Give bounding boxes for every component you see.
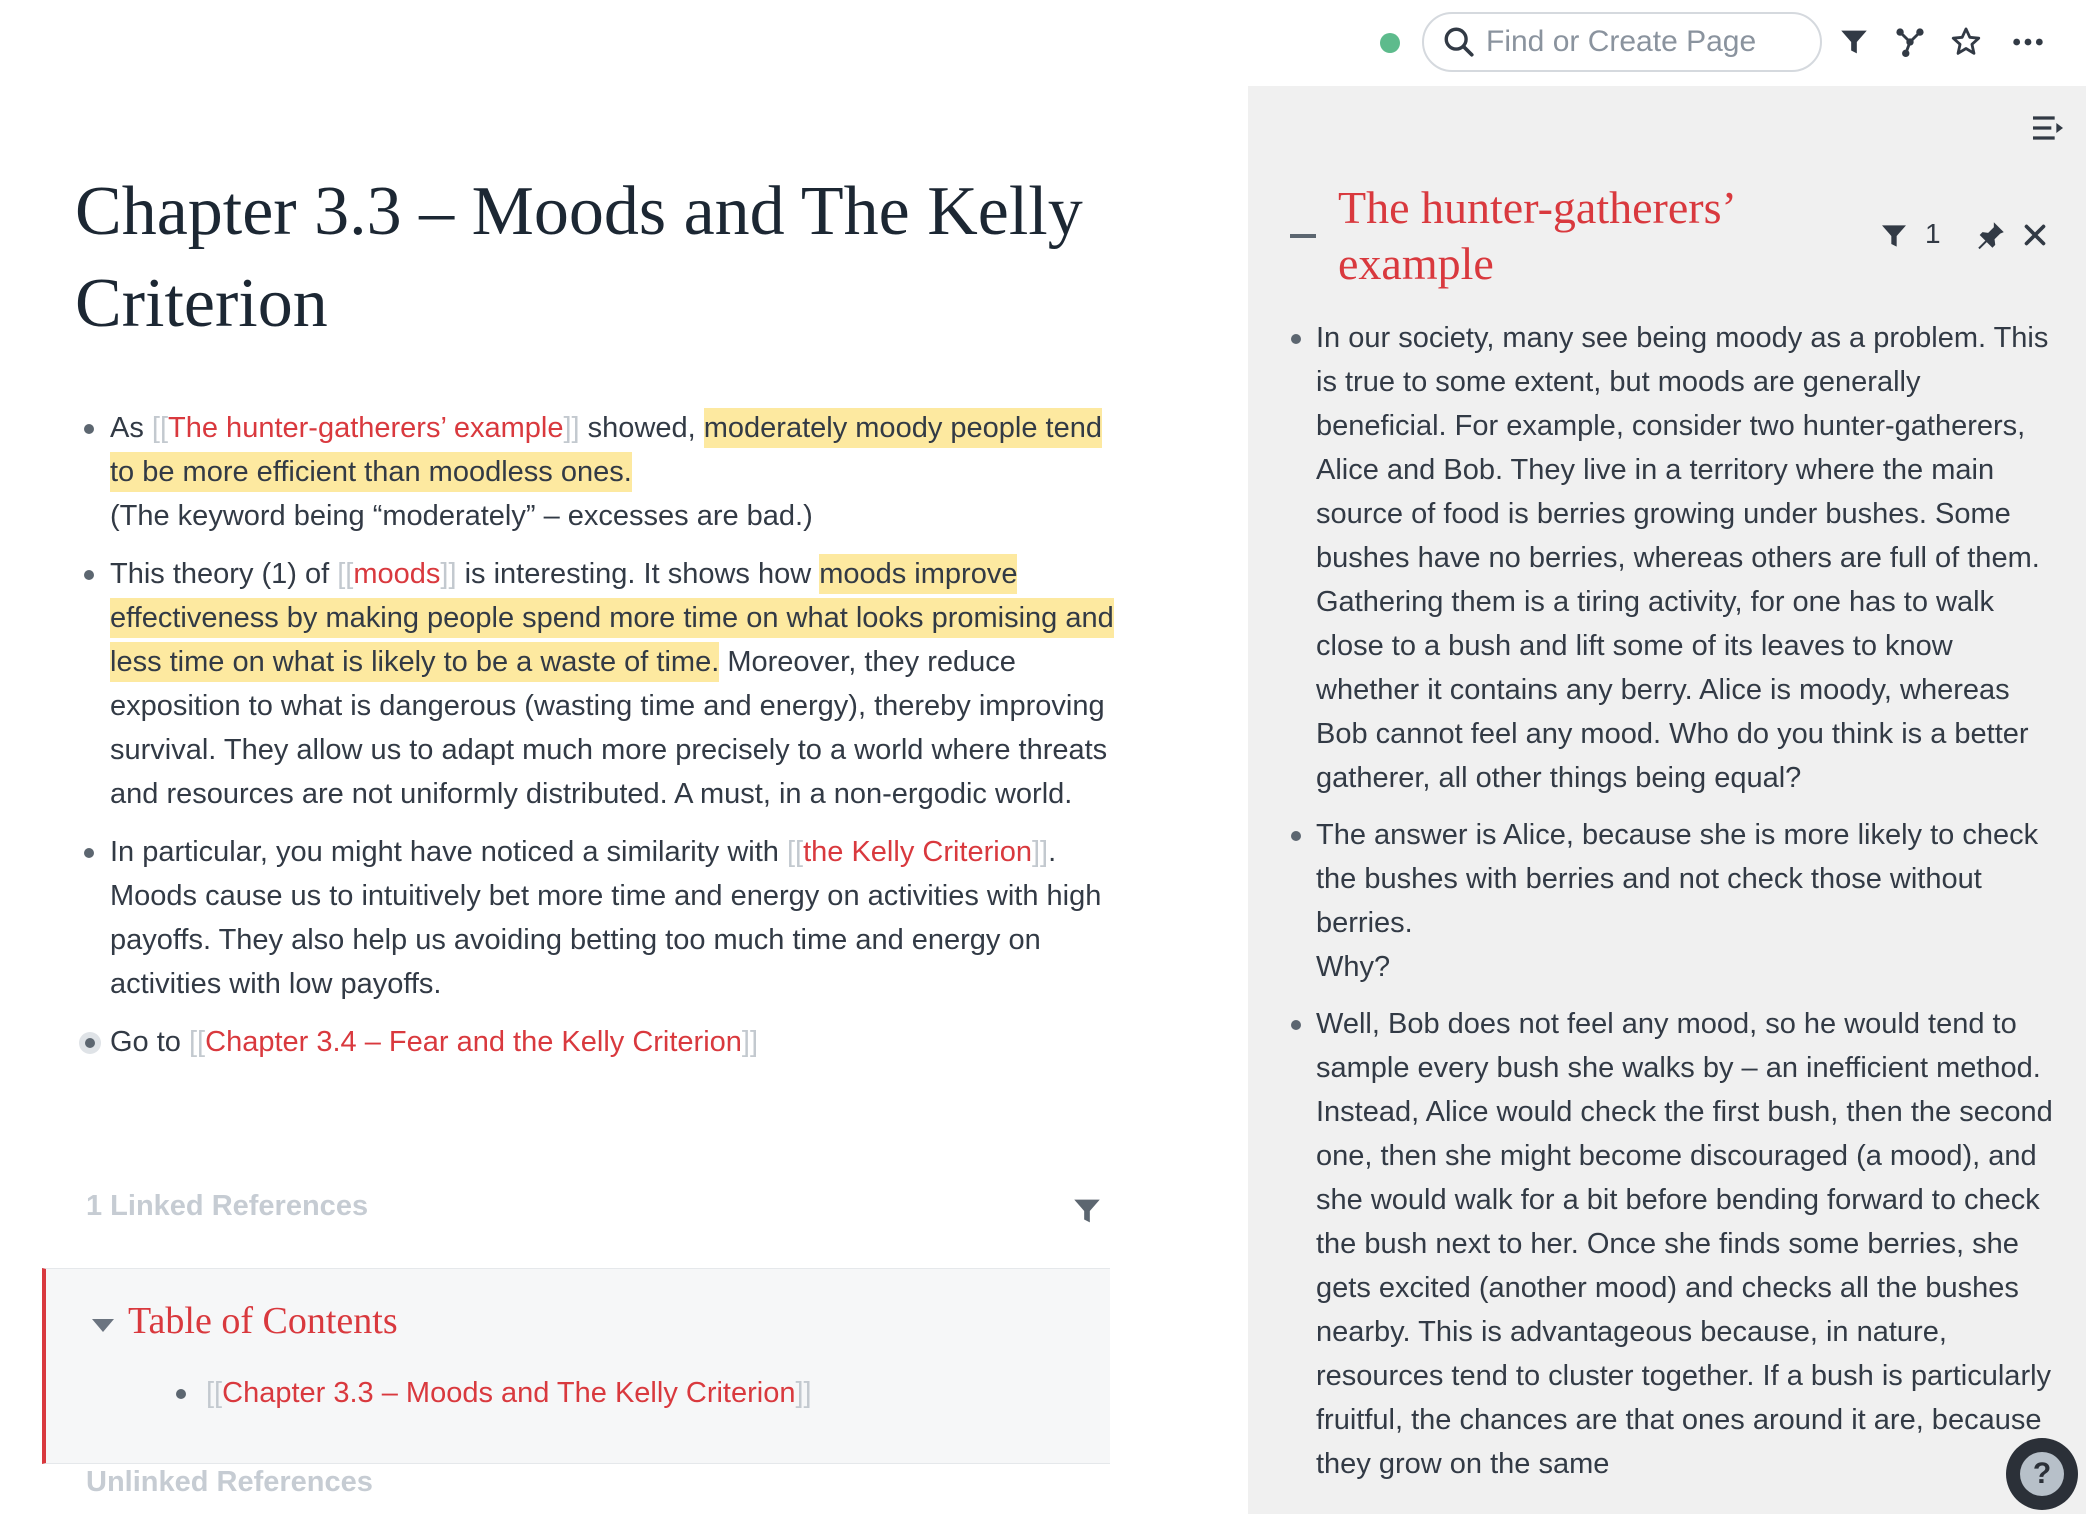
filter-count: 1 <box>1925 218 1941 249</box>
more-icon[interactable] <box>2008 22 2048 62</box>
help-button[interactable] <box>2006 1438 2078 1510</box>
block-1[interactable]: As [[The hunter-gatherers’ example]] showed, moderately moody people tend to be more efficient than moodless ones. (The keyword being “moderately” – excesses are bad.) <box>76 406 1116 538</box>
page-link[interactable]: moods <box>353 558 441 590</box>
sidebar-block[interactable]: In our society, many see being moody as a problem. This is true to some extent, but moods are generally beneficial. For example, consider two hunter-gatherers, Alice and Bob. They live in a territory where the main source of food is berries growing under bushes. Some bushes have no berries, whereas others are full of them. Gathering them is a tiring activity, for one has to walk close to a bush and lift some of its leaves to know whether it contains any berry. Alice is moody, whereas Bob cannot feel any mood. Who do you think is a better gatherer, all other things being equal? <box>1288 316 2058 800</box>
block-2[interactable]: This theory (1) of [[moods]] is interesting. It shows how moods improve effectiveness by making people spend more time on what looks promising and less time on what is likely to be a waste of time. Moreover, they reduce exposition to what is dangerous (wasting time and energy), thereby improving survival. They allow us to adapt much more precisely to a world where threats and resources are not uniformly distributed. A must, in a non-ergodic world. <box>76 552 1116 816</box>
main-page <box>0 86 1248 1514</box>
page-link[interactable]: Chapter 3.4 – Fear and the Kelly Criterion <box>205 1026 742 1058</box>
right-sidebar <box>1248 86 2086 1514</box>
star-icon[interactable] <box>1946 22 1986 62</box>
block-bullet[interactable] <box>84 848 94 858</box>
block-4[interactable]: Go to [[Chapter 3.4 – Fear and the Kelly Criterion]] <box>76 1020 1116 1064</box>
sidebar-blocks <box>1288 316 2058 1499</box>
pin-icon[interactable] <box>1974 218 2008 252</box>
linked-references-header: 1 Linked References <box>86 1190 369 1222</box>
block-bullet[interactable] <box>1291 1020 1301 1030</box>
page-blocks <box>76 406 1116 1078</box>
page-title[interactable]: Chapter 3.3 – Moods and The Kelly Criterion <box>75 173 1083 342</box>
block-bullet[interactable] <box>79 1032 101 1054</box>
sync-status-dot <box>1380 33 1400 53</box>
sidebar-block[interactable]: The answer is Alice, because she is more likely to check the bushes with berries and not check those without berries. Why? <box>1288 813 2058 989</box>
block-bullet[interactable] <box>1291 831 1301 841</box>
block-bullet[interactable] <box>1291 334 1301 344</box>
help-icon: ? <box>2020 1452 2064 1496</box>
block-bullet[interactable] <box>84 570 94 580</box>
top-bar <box>0 0 2086 86</box>
unlinked-references-header[interactable]: Unlinked References <box>86 1466 373 1498</box>
reference-group <box>42 1268 1110 1464</box>
block-bullet[interactable] <box>176 1389 186 1399</box>
page-link[interactable]: the Kelly Criterion <box>803 836 1032 868</box>
sidebar-toggle-icon[interactable] <box>2028 108 2068 148</box>
highlight: moods improve effectiveness by making people spend more time on what looks promising and less time on what is likely to be a waste of time. <box>110 554 1114 682</box>
graph-icon[interactable] <box>1890 22 1930 62</box>
filter-icon[interactable] <box>1070 1194 1104 1228</box>
search-input[interactable] <box>1486 25 1806 59</box>
reference-item[interactable]: [[Chapter 3.3 – Moods and The Kelly Criterion]] <box>176 1371 812 1415</box>
caret-down-icon[interactable] <box>92 1319 114 1332</box>
filter-icon[interactable] <box>1834 22 1874 62</box>
page-link[interactable]: The hunter-gatherers’ example <box>168 412 564 444</box>
highlight: moderately moody people tend to be more efficient than moodless ones. <box>110 408 1102 492</box>
sidebar-page-title[interactable]: The hunter-gatherers’ example <box>1338 182 1734 289</box>
sidebar-block[interactable]: Well, Bob does not feel any mood, so he would tend to sample every bush she walks by – an inefficient method. Instead, Alice would check the first bush, then the second one, then she might become discouraged (a mood), and she would walk for a bit before bending forward to check the bush next to her. Once she finds some berries, she gets excited (another mood) and checks all the bushes nearby. This is advantageous because, in nature, resources tend to cluster together. If a bush is particularly fruitful, the chances are that ones around it are, because they grow on the same <box>1288 1002 2058 1486</box>
block-3[interactable]: In particular, you might have noticed a similarity with [[the Kelly Criterion]]. Moods cause us to intuitively bet more time and energy on activities with high payoffs. They also help us avoiding betting too much time and energy on activities with low payoffs. <box>76 830 1116 1006</box>
filter-icon[interactable] <box>1878 220 1910 252</box>
search-box[interactable] <box>1422 12 1822 72</box>
search-icon <box>1442 25 1476 59</box>
collapse-icon[interactable] <box>1290 234 1316 238</box>
block-bullet[interactable] <box>84 424 94 434</box>
page-link[interactable]: Chapter 3.3 – Moods and The Kelly Criterion <box>222 1377 796 1409</box>
reference-group-title[interactable]: Table of Contents <box>128 1300 398 1342</box>
close-icon[interactable] <box>2018 218 2052 252</box>
